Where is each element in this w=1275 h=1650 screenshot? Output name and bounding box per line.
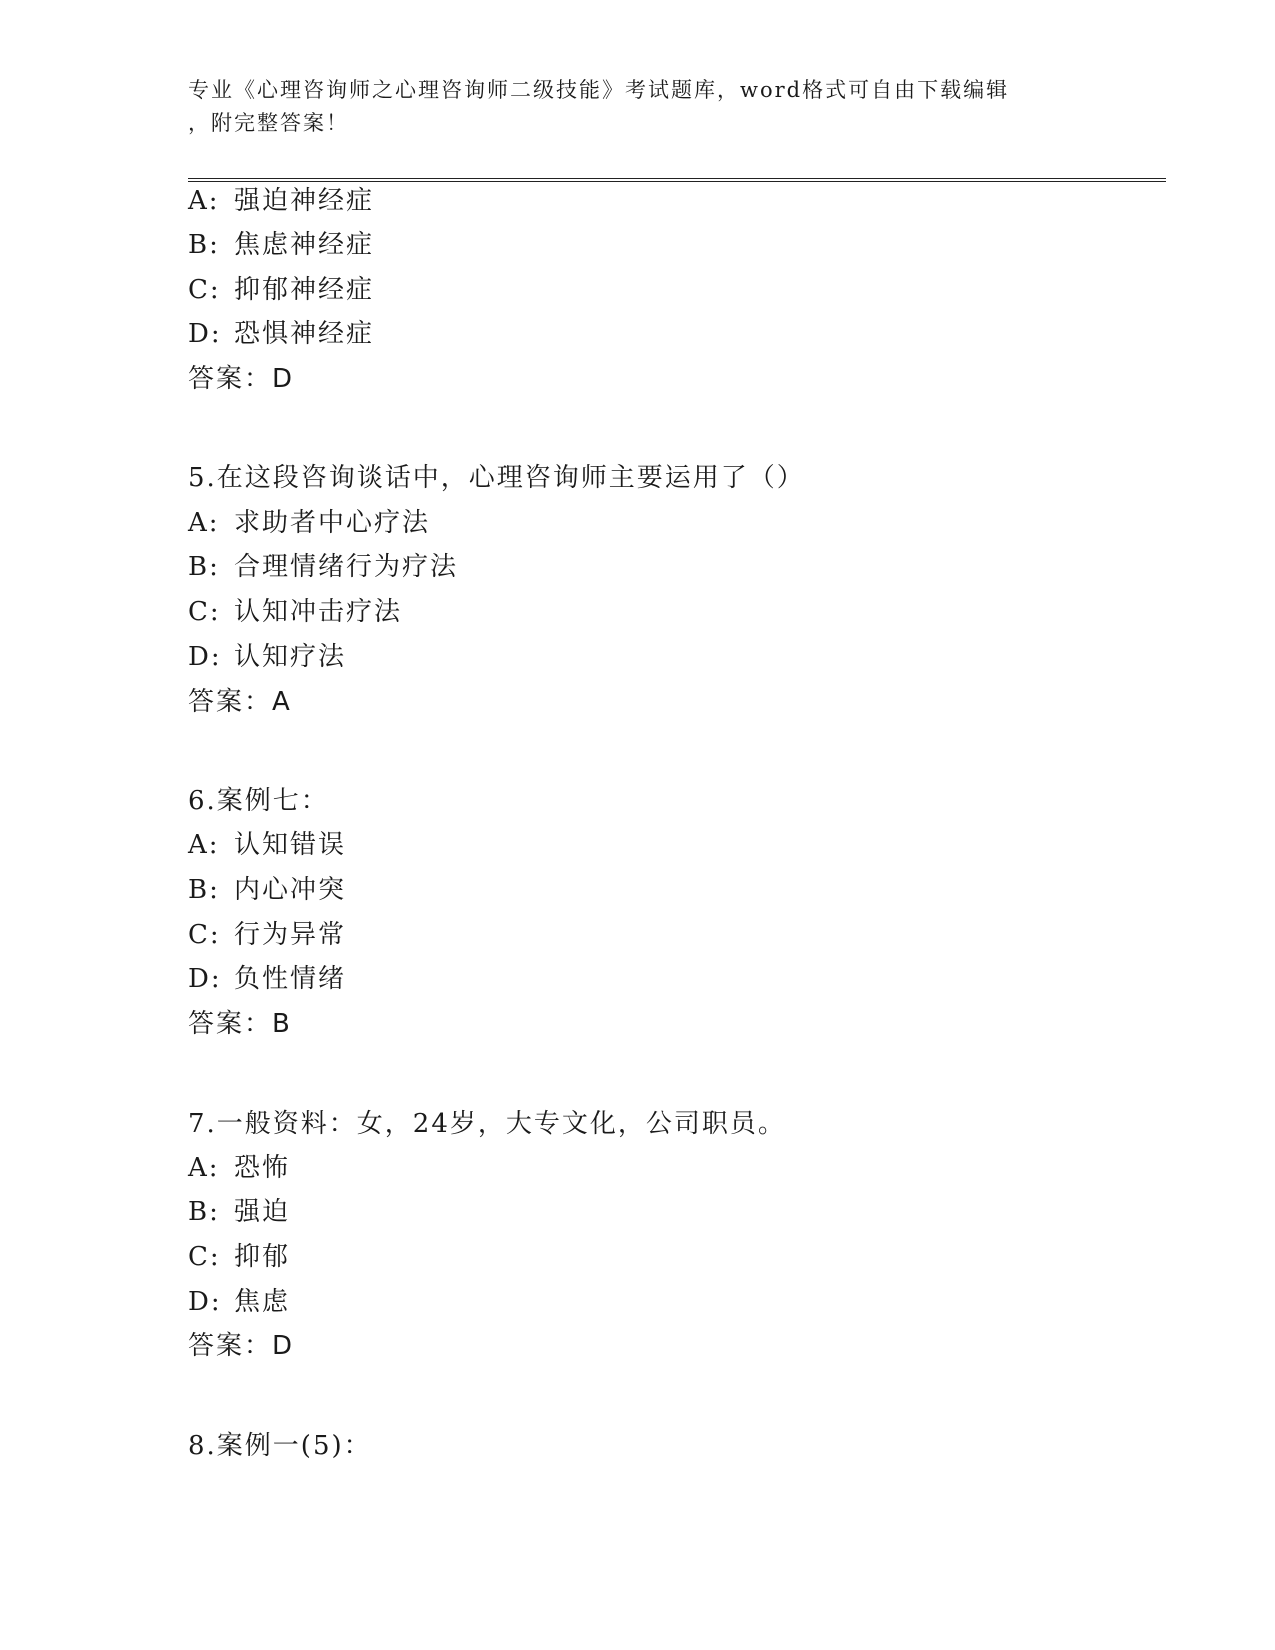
option-text: 合理情绪行为疗法 xyxy=(234,552,459,582)
document-header xyxy=(188,74,1088,140)
option-letter: B: xyxy=(188,552,220,582)
option-text: 强迫 xyxy=(234,1197,291,1227)
option-letter: D: xyxy=(188,1287,222,1317)
option-text: 焦虑 xyxy=(234,1287,291,1317)
option-letter: C: xyxy=(188,920,221,950)
q7-option-a xyxy=(188,1151,290,1185)
option-letter: D: xyxy=(188,642,222,672)
option-letter: C: xyxy=(188,597,221,627)
q4-option-d xyxy=(188,317,374,351)
q5-answer: 答案：A xyxy=(188,687,292,717)
q4-option-a xyxy=(188,184,374,218)
option-letter: B: xyxy=(188,875,220,905)
option-text: 恐惧神经症 xyxy=(234,319,375,349)
option-letter: B: xyxy=(188,230,220,260)
option-text: 认知冲击疗法 xyxy=(234,597,403,627)
option-letter: A: xyxy=(188,186,220,216)
q6-option-c xyxy=(188,918,346,952)
q5-option-c xyxy=(188,595,402,629)
option-text: 内心冲突 xyxy=(234,875,347,905)
option-text: 行为异常 xyxy=(234,920,347,950)
q8-question: 8.案例一(5)： xyxy=(188,1431,372,1461)
option-letter: B: xyxy=(188,1197,220,1227)
option-letter: A: xyxy=(188,830,220,860)
option-text: 焦虑神经症 xyxy=(234,230,375,260)
q5-option-a xyxy=(188,506,430,540)
q7-option-c xyxy=(188,1240,290,1274)
option-letter: C: xyxy=(188,275,221,305)
q7-option-b xyxy=(188,1195,290,1229)
option-letter: A: xyxy=(188,508,220,538)
q6-option-d xyxy=(188,962,346,996)
option-letter: C: xyxy=(188,1242,221,1272)
option-letter: D: xyxy=(188,964,222,994)
option-text: 强迫神经症 xyxy=(234,186,375,216)
option-text: 求助者中心疗法 xyxy=(234,508,431,538)
q7-option-d xyxy=(188,1285,290,1319)
q5-option-b xyxy=(188,550,458,584)
q6-question: 6.案例七： xyxy=(188,786,329,816)
option-text: 抑郁 xyxy=(234,1242,291,1272)
q4-answer: 答案：D xyxy=(188,364,295,394)
header-divider xyxy=(188,178,1166,182)
option-text: 恐怖 xyxy=(234,1153,291,1183)
option-letter: D: xyxy=(188,319,222,349)
header-line-1: 专业《心理咨询师之心理咨询师二级技能》考试题库，word格式可自由下载编辑 xyxy=(188,78,1010,102)
q7-question: 7.一般资料：女，24岁，大专文化，公司职员。 xyxy=(188,1109,786,1139)
q5-option-d xyxy=(188,640,346,674)
q6-option-a xyxy=(188,828,346,862)
q6-answer: 答案：B xyxy=(188,1009,292,1039)
q6-option-b xyxy=(188,873,346,907)
q7-answer: 答案：D xyxy=(188,1331,295,1361)
option-letter: A: xyxy=(188,1153,220,1183)
option-text: 抑郁神经症 xyxy=(234,275,375,305)
q5-question: 5.在这段咨询谈话中，心理咨询师主要运用了（） xyxy=(188,463,805,493)
q4-option-b xyxy=(188,228,374,262)
header-line-2: ，附完整答案！ xyxy=(188,111,349,135)
option-text: 负性情绪 xyxy=(234,964,347,994)
q4-option-c xyxy=(188,273,374,307)
option-text: 认知错误 xyxy=(234,830,347,860)
option-text: 认知疗法 xyxy=(234,642,347,672)
